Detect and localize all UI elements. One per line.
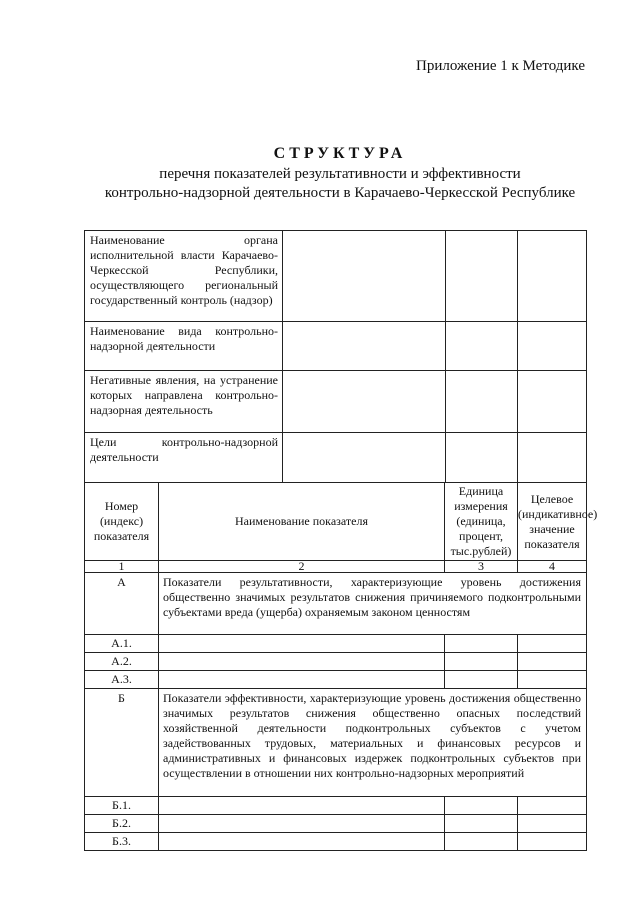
info-cell	[518, 322, 587, 371]
info-label-kind: Наименование вида контрольно-надзорной деятельности	[85, 322, 283, 371]
info-cell	[283, 322, 446, 371]
section-index: Б	[85, 689, 159, 797]
section-row	[85, 689, 587, 797]
table-cell	[159, 653, 445, 671]
info-label-negative: Негативные явления, на устранение которых направлена контрольно-надзорная деятельность	[85, 371, 283, 433]
header-number: Номер (индекс) показателя	[85, 483, 159, 561]
row-index: Б.3.	[85, 833, 159, 851]
header-name: Наименование показателя	[159, 483, 445, 561]
info-label-goals: Цели контрольно-надзорной деятельности	[85, 433, 283, 483]
info-row	[85, 371, 587, 433]
info-cell	[446, 322, 518, 371]
section-text: Показатели эффективности, характеризующие уровень достижения общественно значимых результатов снижения общественно опасных последствий хозяйственной деятельности подконтрольных субъектов с учетом задействованных трудовых, материальных и финансовых ресурсов и административных и финансовых издержек подконтрольных субъектов при осуществлении в отношении них контрольно-надзорных мероприятий	[159, 689, 587, 797]
document-title	[0, 143, 640, 203]
row-index: А.1.	[85, 635, 159, 653]
info-row	[85, 231, 587, 322]
table-row	[85, 671, 587, 689]
column-number: 3	[445, 561, 518, 573]
table-cell	[518, 833, 587, 851]
title-line-2: контрольно-надзорной деятельности в Карачаево-Черкесской Республике	[104, 185, 576, 201]
info-cell	[283, 231, 446, 322]
section-index: А	[85, 573, 159, 635]
row-index: А.3.	[85, 671, 159, 689]
row-index: Б.2.	[85, 815, 159, 833]
header-target: Целевое (индикативное) значение показателя	[518, 483, 587, 561]
table-cell	[445, 653, 518, 671]
info-label-agency: Наименование органа исполнительной власти Карачаево-Черкесской Республики, осуществляющего региональный государственный контроль (надзор)	[85, 231, 283, 322]
row-index: Б.1.	[85, 797, 159, 815]
column-number: 2	[159, 561, 445, 573]
table-cell	[159, 797, 445, 815]
table-cell	[518, 815, 587, 833]
info-cell	[518, 371, 587, 433]
table-cell	[159, 671, 445, 689]
column-number: 4	[518, 561, 587, 573]
indicators-table	[84, 482, 598, 851]
column-number-row	[85, 561, 587, 573]
table-cell	[445, 833, 518, 851]
row-index: А.2.	[85, 653, 159, 671]
table-row	[85, 653, 587, 671]
table-cell	[445, 797, 518, 815]
table-cell	[159, 833, 445, 851]
info-table	[84, 230, 587, 483]
table-row	[85, 815, 587, 833]
table-cell	[518, 653, 587, 671]
info-row	[85, 322, 587, 371]
table-row	[85, 797, 587, 815]
info-cell	[518, 433, 587, 483]
info-row	[85, 433, 587, 483]
info-cell	[446, 371, 518, 433]
info-cell	[446, 433, 518, 483]
header-unit: Единица измерения (единица, процент, тыс.рублей)	[445, 483, 518, 561]
table-cell	[159, 815, 445, 833]
table-row	[85, 635, 587, 653]
title-main: СТРУКТУРА	[273, 145, 407, 162]
header-row	[85, 483, 587, 561]
table-cell	[518, 671, 587, 689]
table-cell	[518, 635, 587, 653]
info-cell	[283, 433, 446, 483]
table-cell	[159, 635, 445, 653]
section-row	[85, 573, 587, 635]
info-cell	[518, 231, 587, 322]
info-cell	[446, 231, 518, 322]
info-cell	[283, 371, 446, 433]
table-cell	[445, 815, 518, 833]
column-number: 1	[85, 561, 159, 573]
table-cell	[445, 635, 518, 653]
title-line-1: перечня показателей результативности и эффективности	[159, 166, 521, 182]
table-cell	[445, 671, 518, 689]
appendix-label: Приложение 1 к Методике	[416, 58, 585, 74]
section-text: Показатели результативности, характеризующие уровень достижения общественно значимых результатов снижения причиняемого подконтрольными субъектами вреда (ущерба) охраняемым законом ценностям	[159, 573, 587, 635]
table-cell	[518, 797, 587, 815]
table-row	[85, 833, 587, 851]
